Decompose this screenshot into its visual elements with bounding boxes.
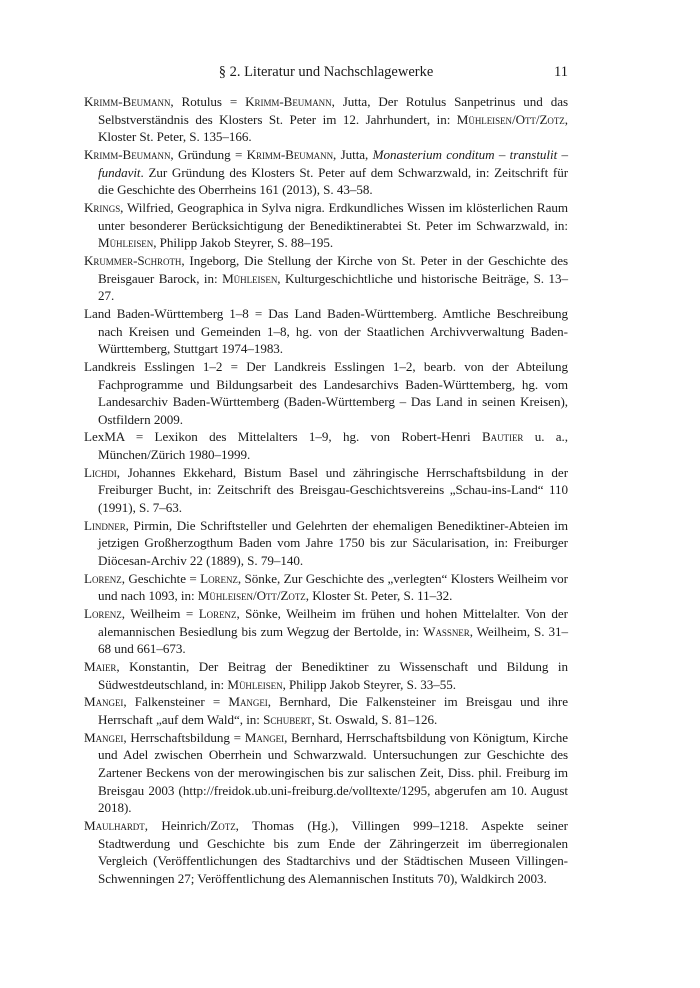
author-name: Mangei	[244, 729, 285, 745]
bibliography-entry	[84, 199, 568, 252]
entry-text: , Kloster St. Peter, S. 135–166.	[98, 111, 568, 145]
entry-text: , Jutta,	[333, 146, 373, 162]
author-name: Mühleisen/Ott/Zotz	[456, 111, 565, 127]
entry-text: , Johannes Ekkehard, Bistum Basel und zähringische Herrschaftsbildung in der Freiburger Bucht, in: Zeitschrift des Breisgau-Geschichtsvereins „Schau-ins-Land“ 110 (1991), S. 7–63.	[98, 464, 568, 516]
author-name: Krimm-Beumann	[246, 146, 334, 162]
entry-text: , Kloster St. Peter, S. 11–32.	[305, 588, 453, 604]
bibliography-entry	[84, 93, 568, 146]
entry-text: , Jutta, Der Rotulus Sanpetrinus und das Selbstverständnis des Klosters St. Peter im 12. Jahrhundert, in:	[98, 94, 569, 127]
entry-text: u. a., München/Zürich 1980–1999.	[98, 429, 568, 463]
entry-text: , Herrschaftsbildung =	[123, 729, 245, 745]
author-name: Mühleisen	[227, 676, 283, 692]
bibliography-entry	[84, 729, 568, 817]
bibliography-entry	[84, 517, 568, 570]
author-name: Krings	[84, 199, 121, 215]
author-name: Lorenz	[84, 606, 122, 622]
bibliography-entry	[84, 146, 568, 199]
author-name: Mangei	[228, 694, 268, 710]
author-name: Krimm-Beumann	[245, 94, 332, 109]
author-name: Krummer-Schroth	[84, 252, 182, 268]
entry-text: , Gründung =	[170, 146, 247, 162]
entry-text: , Kulturgeschichtliche und historische Beiträge, S. 13–27.	[98, 270, 569, 304]
bibliography-entry	[84, 428, 568, 463]
author-name: Zotz	[210, 817, 236, 833]
running-head	[84, 62, 568, 82]
author-name: Lorenz	[84, 570, 122, 586]
entry-text: , St. Oswald, S. 81–126.	[311, 711, 438, 727]
section-title: § 2. Literatur und Nachschlagewerke	[218, 64, 434, 80]
author-name: Mangei	[84, 694, 124, 710]
entry-text: , Sönke, Weilheim im frühen und hohen Mittelalter. Von der alemannischen Besiedlung bis zum Wegzug der Bertolde, in:	[98, 606, 568, 639]
author-name: Lorenz	[200, 570, 238, 586]
bibliography-list	[84, 93, 568, 888]
bibliography-entry	[84, 693, 568, 728]
author-name: Lindner	[84, 517, 126, 533]
italic-title: Monasterium conditum – transtulit – fundavit	[98, 146, 568, 180]
author-name: Schubert	[263, 711, 312, 727]
entry-text: , Rotulus =	[170, 94, 246, 109]
author-name: Mühleisen	[222, 270, 278, 286]
entry-text: , Heinrich/	[144, 817, 211, 833]
entry-text: , Konstantin, Der Beitrag der Benediktiner zu Wissenschaft und Bildung in Südwestdeutschland, in:	[98, 659, 568, 692]
entry-text: , Wilfried, Geographica in Sylva nigra. Erdkundliches Wissen im klösterlichen Raum unter besonderer Berücksichtigung der Benediktinerabtei St. Peter im Schwarzwald, in:	[98, 199, 568, 233]
entry-text: , Philipp Jakob Steyrer, S. 88–195.	[153, 235, 334, 251]
entry-text: , Weilheim, S. 31–68 und 661–673.	[98, 623, 568, 657]
author-name: Mühleisen/Ott/Zotz	[197, 588, 306, 604]
entry-text: , Ingeborg, Die Stellung der Kirche von St. Peter in der Geschichte des Breisgauer Barock, in:	[98, 252, 568, 286]
entry-text: , Pirmin, Die Schriftsteller und Gelehrten der ehemaligen Benediktiner-Abteien im jetzigen Großherzogthum Baden vom Jahre 1750 bis zur Säcularisation, in: Freiburger Diöcesan-Archiv 22 (1889), S. 79–140.	[98, 517, 568, 569]
author-name: Mangei	[84, 729, 124, 745]
author-name: Bautier	[481, 429, 524, 445]
bibliography-entry	[84, 570, 568, 605]
page-number: 11	[554, 64, 568, 80]
entry-text: . Zur Gründung des Klosters St. Peter auf dem Schwarzwald, in: Zeitschrift für die Geschichte des Oberrheins 161 (2013), S. 43–58.	[98, 164, 568, 198]
bibliography-entry	[84, 817, 568, 888]
entry-text: , Weilheim =	[121, 606, 199, 622]
entry-text: Land Baden-Württemberg 1–8 = Das Land Baden-Württemberg. Amtliche Beschreibung nach Kreisen und Gemeinden 1–8, hg. von der Staatlichen Archivverwaltung Baden-Württemberg, Stuttgart 1974–1983.	[84, 305, 568, 357]
entry-text: , Philipp Jakob Steyrer, S. 33–55.	[282, 676, 457, 692]
author-name: Wassner	[423, 623, 470, 639]
entry-text: , Thomas (Hg.), Villingen 999–1218. Aspekte seiner Stadtwerdung und Geschichte bis zum Ende der Zähringerzeit im überregionalen Vergleich (Veröffentlichungen des Stadtarchivs und der Städtischen Museen Villingen-Schwenningen 27; Veröffentlichung des Alemannischen Instituts 70), Waldkirch 2003.	[98, 817, 568, 886]
entry-text: , Falkensteiner =	[123, 694, 229, 710]
author-name: Mühleisen	[98, 235, 154, 251]
author-name: Krimm-Beumann	[84, 94, 171, 109]
bibliography-entry	[84, 658, 568, 693]
author-name: Maier	[84, 659, 117, 674]
entry-text: LexMA = Lexikon des Mittelalters 1–9, hg. von Robert-Henri	[84, 429, 482, 445]
entry-text: , Geschichte =	[121, 570, 201, 586]
entry-text: , Bernhard, Die Falkensteiner im Breisgau und ihre Herrschaft „auf dem Wald“, in:	[98, 694, 568, 727]
author-name: Lorenz	[198, 606, 237, 622]
entry-text: , Sönke, Zur Geschichte des „verlegten“ Klosters Weilheim vor und nach 1093, in:	[98, 570, 568, 604]
author-name: Krimm-Beumann	[84, 146, 171, 162]
entry-text: Landkreis Esslingen 1–2 = Der Landkreis Esslingen 1–2, bearb. von der Abteilung Fachprogramme und Bildungsarbeit des Landesarchivs Baden-Württemberg, hg. vom Landesarchiv Baden-Württemberg (Baden-Württemberg – Das Land in seinen Kreisen), Ostfildern 2009.	[84, 358, 568, 427]
bibliography-entry	[84, 305, 568, 358]
author-name: Maulhardt	[84, 817, 145, 833]
bibliography-entry	[84, 358, 568, 429]
entry-text: , Bernhard, Herrschaftsbildung von Königtum, Kirche und Adel zwischen Oberrhein und Schwarzwald. Untersuchungen zur Geschichte des Zartener Beckens von der merowingischen bis zur salischen Zeit, Diss. phil. Freiburg im Breisgau 2003 (http://freidok.ub.uni-freiburg.de/volltexte/1295, abgerufen am 10. August 2018).	[98, 729, 568, 816]
bibliography-entry	[84, 464, 568, 517]
author-name: Lichdi	[84, 464, 117, 480]
bibliography-entry	[84, 252, 568, 305]
bibliography-entry	[84, 605, 568, 658]
